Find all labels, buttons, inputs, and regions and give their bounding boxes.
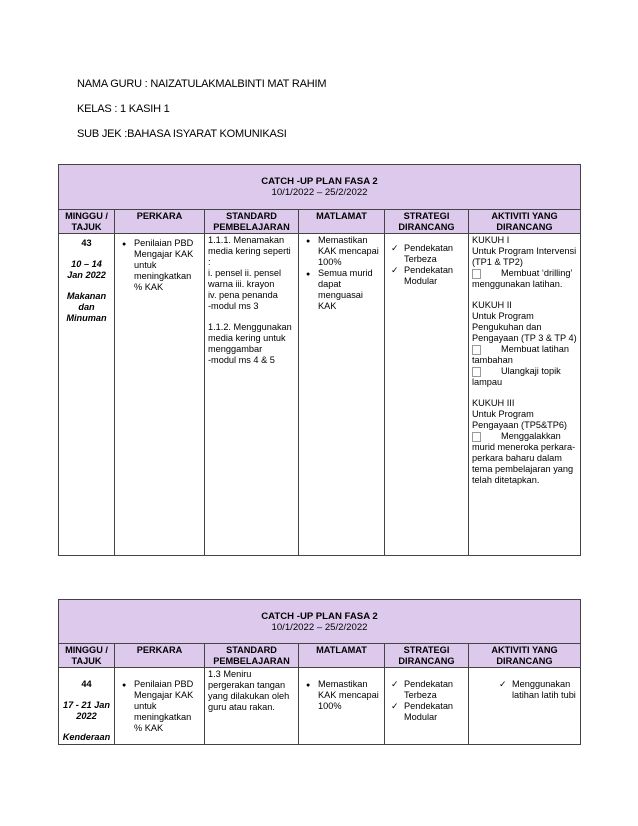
plan-title: CATCH -UP PLAN FASA 2 (261, 176, 378, 187)
plan-title-cell (59, 165, 581, 210)
col-header-minggu: MINGGU / TAJUK (59, 210, 115, 234)
perkara-item: ● Penilaian PBD Mengajar KAK untuk meningkatkan % KAK (134, 679, 201, 734)
standard-line: -modul ms 4 & 5 (208, 355, 275, 365)
col-header-perkara: PERKARA (115, 644, 205, 668)
minggu-cell (59, 234, 115, 556)
col-header-minggu: MINGGU / TAJUK (59, 644, 115, 668)
strategi-item: ✓ Pendekatan Modular (404, 701, 465, 723)
matlamat-item: ● Semua murid dapat menguasai KAK (318, 268, 381, 312)
kukuh-1-item: Membuat ‘drilling’ menggunakan latihan. (472, 268, 573, 289)
checkbox-square-icon (472, 345, 481, 355)
checkbox-square-icon (472, 432, 481, 442)
subjek: SUB JEK :BAHASA ISYARAT KOMUNIKASI (77, 128, 287, 140)
col-header-strategi: STRATEGI DIRANCANG (385, 210, 469, 234)
minggu-topic: Makanan dan Minuman (66, 291, 107, 323)
standard-line: 1.1.2. Menggunakan media kering untuk menggambar (208, 322, 292, 354)
col-header-strategi: STRATEGI DIRANCANG (385, 644, 469, 668)
kukuh-1-title: KUKUH I (472, 235, 510, 245)
standard-line: iv. pena penanda (208, 290, 278, 300)
kukuh-2-item: Ulangkaji topik lampau (472, 366, 561, 387)
col-header-standard: STANDARD PEMBELAJARAN (205, 210, 299, 234)
catch-up-plan-table-2 (58, 599, 581, 745)
kukuh-3-text: Untuk Program Pengayaan (TP5&TP6) (472, 409, 567, 430)
kukuh-3-title: KUKUH III (472, 398, 515, 408)
standard-cell (205, 668, 299, 745)
checkbox-square-icon (472, 269, 481, 279)
col-header-matlamat: MATLAMAT (299, 210, 385, 234)
matlamat-item: ● Memastikan KAK mencapai 100% (318, 235, 381, 268)
aktiviti-cell (469, 234, 581, 556)
minggu-topic: Kenderaan (62, 732, 111, 742)
kukuh-1-text: Untuk Program Intervensi (TP1 & TP2) (472, 246, 577, 267)
matlamat-item: ● Memastikan KAK mencapai 100% (318, 679, 381, 712)
perkara-cell (115, 234, 205, 556)
perkara-cell (115, 668, 205, 745)
standard-line: 1.1.1. Menamakan media kering seperti : (208, 235, 291, 267)
minggu-dates: 17 - 21 Jan 2022 (63, 700, 110, 721)
plan-title-cell (59, 600, 581, 644)
minggu-number: 43 (81, 238, 92, 248)
col-header-matlamat: MATLAMAT (299, 644, 385, 668)
kukuh-2-item: Membuat latihan tambahan (472, 344, 569, 365)
catch-up-plan-table-1 (58, 164, 581, 556)
minggu-cell (59, 668, 115, 745)
plan-dates: 10/1/2022 – 25/2/2022 (271, 621, 368, 633)
strategi-cell (385, 234, 469, 556)
strategi-item: ✓ Pendekatan Terbeza (404, 679, 465, 701)
nama-guru: NAMA GURU : NAIZATULAKMALBINTI MAT RAHIM (77, 78, 327, 90)
checkbox-square-icon (472, 367, 481, 377)
minggu-number: 44 (81, 679, 92, 689)
strategi-item: ✓ Pendekatan Terbeza (404, 243, 465, 265)
plan-dates: 10/1/2022 – 25/2/2022 (271, 187, 368, 198)
minggu-dates: 10 – 14 Jan 2022 (67, 259, 106, 280)
matlamat-cell (299, 234, 385, 556)
standard-line: -modul ms 3 (208, 301, 259, 311)
plan-title: CATCH -UP PLAN FASA 2 (261, 610, 378, 622)
kukuh-2-text: Untuk Program Pengukuhan dan Pengayaan (TP 3 & TP 4) (472, 311, 577, 343)
perkara-item: ● Penilaian PBD Mengajar KAK untuk meningkatkan % KAK (134, 238, 201, 293)
kukuh-2-title: KUKUH II (472, 300, 512, 310)
standard-line: 1.3 Meniru pergerakan tangan yang dilakukan oleh guru atau rakan. (208, 669, 290, 712)
kelas: KELAS : 1 KASIH 1 (77, 103, 170, 115)
aktiviti-item: ✓ Menggunakan latihan latih tubi (512, 679, 577, 701)
col-header-standard: STANDARD PEMBELAJARAN (205, 644, 299, 668)
col-header-perkara: PERKARA (115, 210, 205, 234)
strategi-item: ✓ Pendekatan Modular (404, 265, 465, 287)
col-header-aktiviti: AKTIVITI YANG DIRANCANG (469, 644, 581, 668)
standard-line: i. pensel ii. pensel warna iii. krayon (208, 268, 282, 289)
matlamat-cell (299, 668, 385, 745)
strategi-cell (385, 668, 469, 745)
col-header-aktiviti: AKTIVITI YANG DIRANCANG (469, 210, 581, 234)
kukuh-3-item: Menggalakkan murid meneroka perkara-perkara baharu dalam tema pembelajaran yang telah ditetapkan. (472, 431, 576, 485)
aktiviti-cell (469, 668, 581, 745)
standard-cell (205, 234, 299, 556)
